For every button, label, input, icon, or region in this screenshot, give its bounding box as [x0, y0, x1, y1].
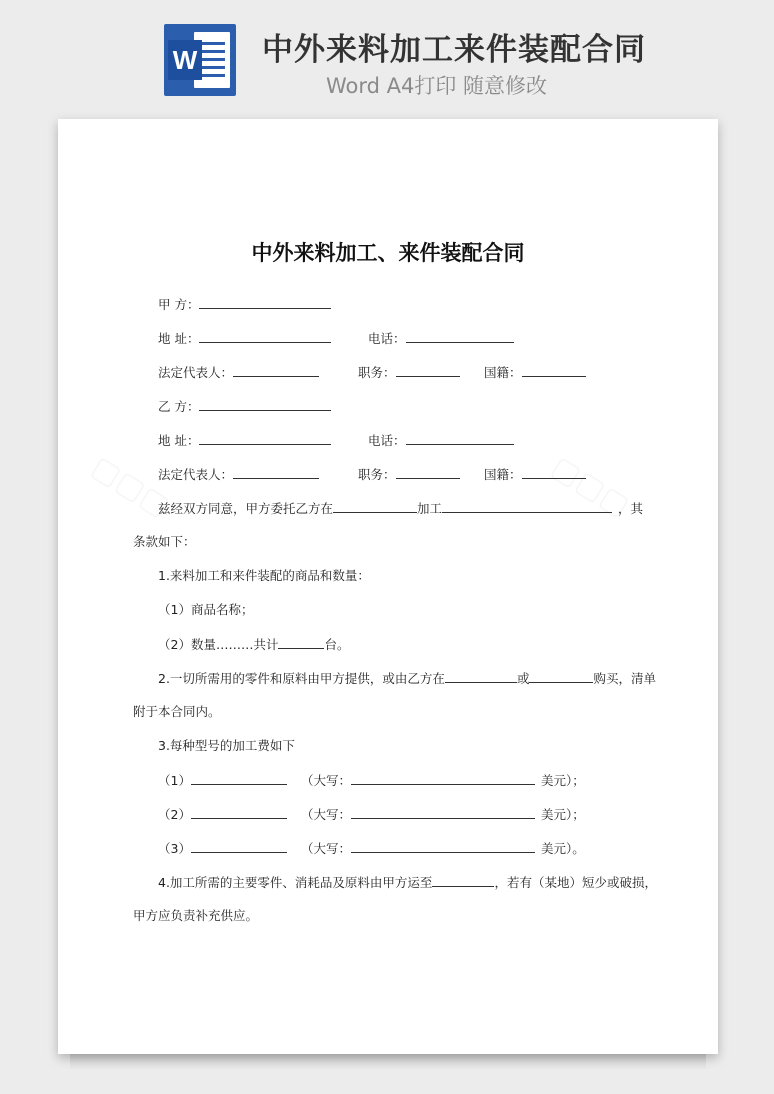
rep-a-line [158, 364, 319, 381]
nationality-a-blank[interactable] [522, 364, 586, 377]
page-title: 中外来料加工来件装配合同 [262, 32, 646, 68]
phone-b-line [368, 432, 514, 449]
item-4-place-blank[interactable] [432, 874, 494, 887]
nationality-b-blank[interactable] [522, 466, 586, 479]
position-a-label: 职务： [358, 365, 396, 380]
party-a-label: 甲 方： [158, 297, 200, 312]
intro-place-blank[interactable] [333, 500, 417, 513]
item-2 [158, 670, 656, 687]
fee-2-no: （2） [158, 807, 191, 822]
party-a-blank[interactable] [199, 296, 331, 309]
position-b-line [358, 466, 460, 483]
item-2-place-blank-2[interactable] [529, 670, 593, 683]
phone-b-blank[interactable] [406, 432, 514, 445]
item-4-cont: 甲方应负责补充供应。 [133, 908, 259, 923]
rep-b-line [158, 466, 319, 483]
intro-text-3: ，其 [618, 501, 644, 516]
rep-b-blank[interactable] [233, 466, 319, 479]
item-1-2 [158, 636, 349, 653]
item-4-text-b: ，若有（某地）短少或破损， [494, 875, 657, 890]
party-b-line [158, 398, 331, 415]
phone-a-blank[interactable] [406, 330, 514, 343]
phone-a-label: 电话： [368, 331, 406, 346]
intro-text-1: 兹经双方同意，甲方委托乙方在 [158, 501, 334, 516]
address-b-blank[interactable] [199, 432, 331, 445]
fee-row-2 [158, 806, 585, 823]
nationality-a-label: 国籍： [484, 365, 522, 380]
fee-2-amount-blank[interactable] [191, 806, 287, 819]
intro-item-blank[interactable] [442, 500, 612, 513]
fee-3-unit: 美元）。 [540, 841, 585, 856]
header [0, 0, 774, 110]
address-b-label: 地 址： [158, 433, 200, 448]
word-icon-letter: W [168, 40, 202, 80]
intro-line [158, 500, 643, 517]
fee-2-unit: 美元）； [540, 807, 585, 822]
position-b-label: 职务： [358, 467, 396, 482]
position-b-blank[interactable] [396, 466, 460, 479]
page-subtitle: Word A4打印 随意修改 [326, 74, 548, 98]
item-1: 1.来料加工和来件装配的商品和数量： [158, 568, 370, 583]
item-3: 3.每种型号的加工费如下 [158, 738, 295, 753]
fee-row-1 [158, 772, 585, 789]
document-page [58, 119, 718, 1054]
quantity-blank[interactable] [278, 636, 324, 649]
fee-3-upper-label: （大写： [300, 841, 351, 856]
intro-text-2: 加工 [417, 501, 443, 516]
item-2-text-b: 或 [516, 671, 530, 686]
item-2-text-c: 购买，清单 [593, 671, 656, 686]
item-4-text-a: 4.加工所需的主要零件、消耗品及原料由甲方运至 [158, 875, 433, 890]
item-1-1: （1）商品名称； [158, 602, 254, 617]
paper-shadow [70, 1054, 706, 1070]
fee-3-upper-blank[interactable] [351, 840, 535, 853]
rep-a-label: 法定代表人： [158, 365, 234, 380]
party-a-line [158, 296, 331, 313]
address-a-blank[interactable] [199, 330, 331, 343]
fee-2-upper-blank[interactable] [351, 806, 535, 819]
fee-row-3 [158, 840, 585, 857]
word-app-icon [164, 24, 236, 96]
fee-1-upper-blank[interactable] [351, 772, 535, 785]
fee-1-no: （1） [158, 773, 191, 788]
rep-b-label: 法定代表人： [158, 467, 234, 482]
position-a-line [358, 364, 460, 381]
document-title: 中外来料加工、来件装配合同 [251, 241, 525, 265]
fee-2-upper-label: （大写： [300, 807, 351, 822]
rep-a-blank[interactable] [233, 364, 319, 377]
item-4 [158, 874, 657, 891]
item-1-2-unit: 台。 [324, 637, 350, 652]
fee-1-upper-label: （大写： [300, 773, 351, 788]
party-b-blank[interactable] [199, 398, 331, 411]
nationality-a-line [484, 364, 586, 381]
phone-b-label: 电话： [368, 433, 406, 448]
item-2-text-a: 2.一切所需用的零件和原料由甲方提供，或由乙方在 [158, 671, 445, 686]
item-1-2-text: （2）数量………共计 [158, 637, 279, 652]
intro-cont: 条款如下： [133, 534, 196, 549]
fee-1-amount-blank[interactable] [191, 772, 287, 785]
phone-a-line [368, 330, 514, 347]
position-a-blank[interactable] [396, 364, 460, 377]
fee-3-no: （3） [158, 841, 191, 856]
address-b-line [158, 432, 331, 449]
address-a-label: 地 址： [158, 331, 200, 346]
address-a-line [158, 330, 331, 347]
item-2-cont: 附于本合同内。 [133, 704, 221, 719]
party-b-label: 乙 方： [158, 399, 200, 414]
fee-1-unit: 美元）； [540, 773, 585, 788]
nationality-b-line [484, 466, 586, 483]
item-2-place-blank-1[interactable] [445, 670, 517, 683]
nationality-b-label: 国籍： [484, 467, 522, 482]
fee-3-amount-blank[interactable] [191, 840, 287, 853]
